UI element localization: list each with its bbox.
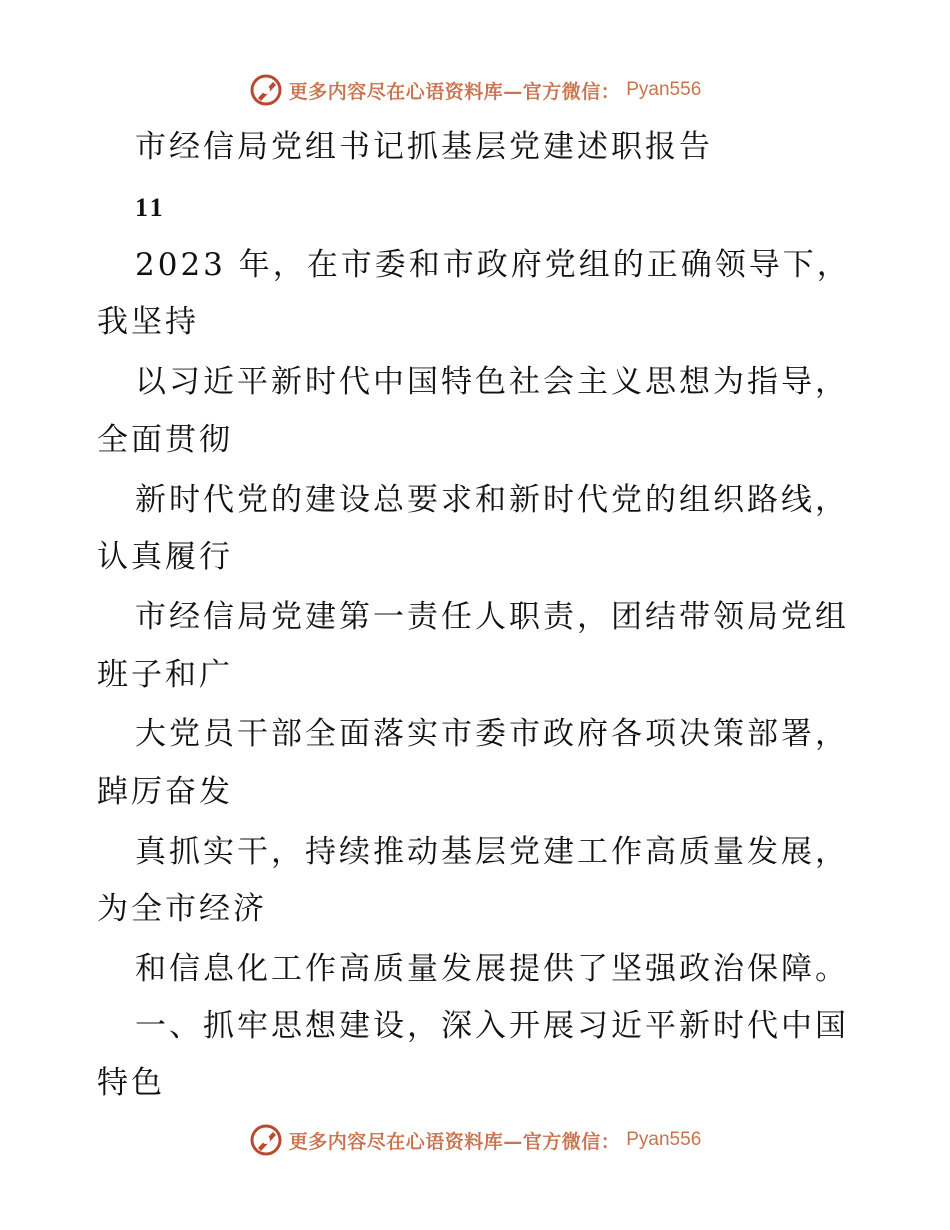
pen-logo-icon [249,1123,283,1157]
text-line: 真抓实干，持续推动基层党建工作高质量发展， [135,834,849,870]
text-line: 全面贯彻 [97,422,233,458]
text-line: 踔厉奋发 [97,774,233,810]
watermark-text: 更多内容尽在心语资料库—官方微信： [288,80,621,103]
text-line: 2023 年，在市委和市政府党组的正确领导下， [135,247,851,283]
text-line: 新时代党的建设总要求和新时代党的组织路线， [135,482,849,518]
text-line: 认真履行 [97,539,233,575]
text-line: 我坚持 [97,304,199,340]
section-heading: 一、抓牢思想建设，深入开展习近平新时代中国 [135,1008,849,1044]
document-title: 市经信局党组书记抓基层党建述职报告 [135,129,713,165]
footer-watermark [0,1120,950,1160]
text-line: 班子和广 [97,657,233,693]
text-line: 特色 [97,1065,165,1101]
text-line: 以习近平新时代中国特色社会主义思想为指导， [135,364,849,400]
watermark-wechat-id: Pyan556 [626,79,702,100]
page-number: 11 [135,193,166,222]
text-line: 市经信局党建第一责任人职责，团结带领局党组 [135,599,849,635]
text-line: 大党员干部全面落实市委市政府各项决策部署， [135,716,849,752]
watermark-wechat-id: Pyan556 [626,1129,702,1150]
text-line: 为全市经济 [97,891,267,927]
header-watermark [0,70,950,110]
watermark-text: 更多内容尽在心语资料库—官方微信： [288,1130,621,1153]
pen-logo-icon [249,73,283,107]
text-line: 和信息化工作高质量发展提供了坚强政治保障。 [135,951,849,987]
